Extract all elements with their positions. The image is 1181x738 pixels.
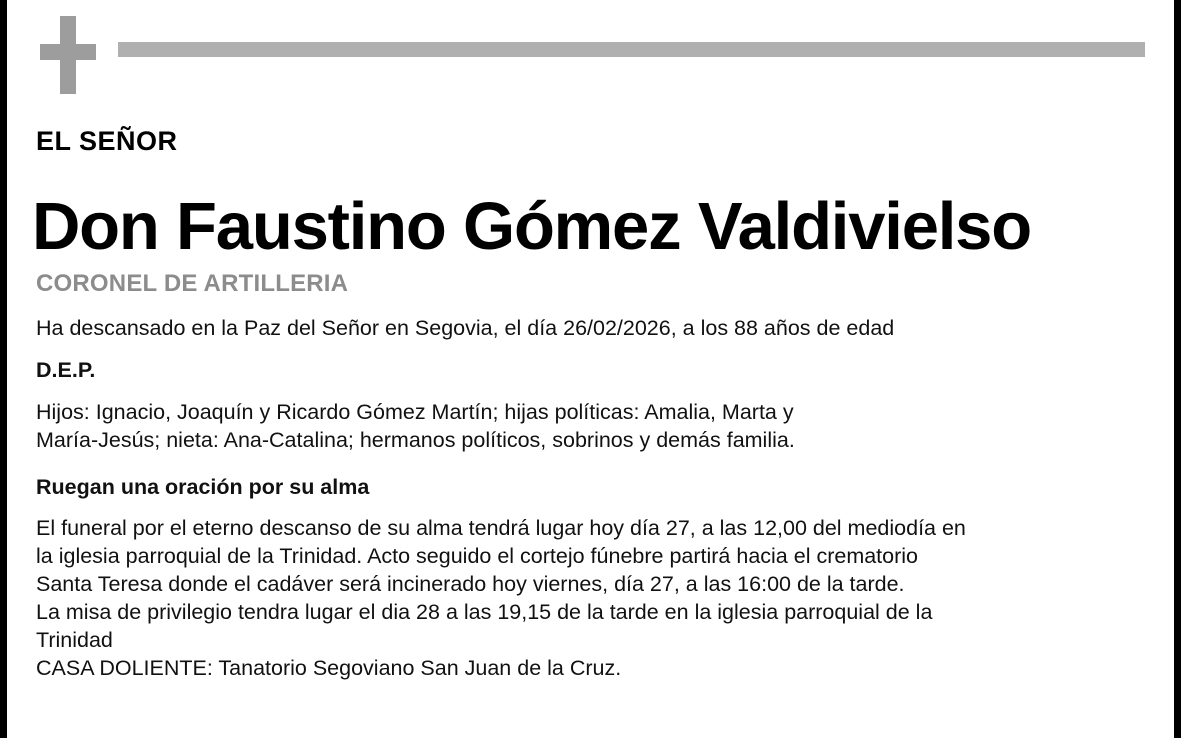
funeral-line: CASA DOLIENTE: Tanatorio Segoviano San Juan de la Cruz. — [36, 655, 622, 680]
family-line: María-Jesús; nieta: Ana-Catalina; hermanos políticos, sobrinos y demás familia. — [36, 427, 795, 452]
frame-border-left — [0, 0, 7, 738]
prayer-request: Ruegan una oración por su alma — [36, 474, 370, 499]
family-paragraph — [36, 399, 1145, 455]
frame-border-right — [1174, 0, 1181, 738]
funeral-line: Santa Teresa donde el cadáver será incinerado hoy viernes, día 27, a las 16:00 de la tarde. — [36, 571, 905, 596]
cross-icon — [40, 16, 96, 94]
dep-label: D.E.P. — [36, 358, 96, 383]
funeral-paragraph — [36, 515, 1145, 683]
funeral-line: Trinidad — [36, 627, 113, 652]
death-line: Ha descansado en la Paz del Señor en Segovia, el día 26/02/2026, a los 88 años de edad — [36, 316, 895, 341]
header-rule — [118, 42, 1145, 57]
funeral-line: la iglesia parroquial de la Trinidad. Acto seguido el cortejo fúnebre partirá hacia el crematorio — [36, 543, 919, 568]
honorific-label: EL SEÑOR — [36, 126, 178, 156]
funeral-line: El funeral por el eterno descanso de su alma tendrá lugar hoy día 27, a las 12,00 del mediodía en — [36, 516, 966, 541]
deceased-name: Don Faustino Gómez Valdivielso — [32, 189, 1031, 264]
cross-horizontal-bar — [40, 44, 96, 60]
deceased-rank: CORONEL DE ARTILLERIA — [36, 270, 349, 298]
family-line: Hijos: Ignacio, Joaquín y Ricardo Gómez Martín; hijas políticas: Amalia, Marta y — [36, 399, 794, 424]
funeral-line: La misa de privilegio tendra lugar el dia 28 a las 19,15 de la tarde en la iglesia parroquial de la — [36, 599, 933, 624]
notice-content — [7, 0, 1174, 738]
notice-header — [36, 0, 1145, 98]
